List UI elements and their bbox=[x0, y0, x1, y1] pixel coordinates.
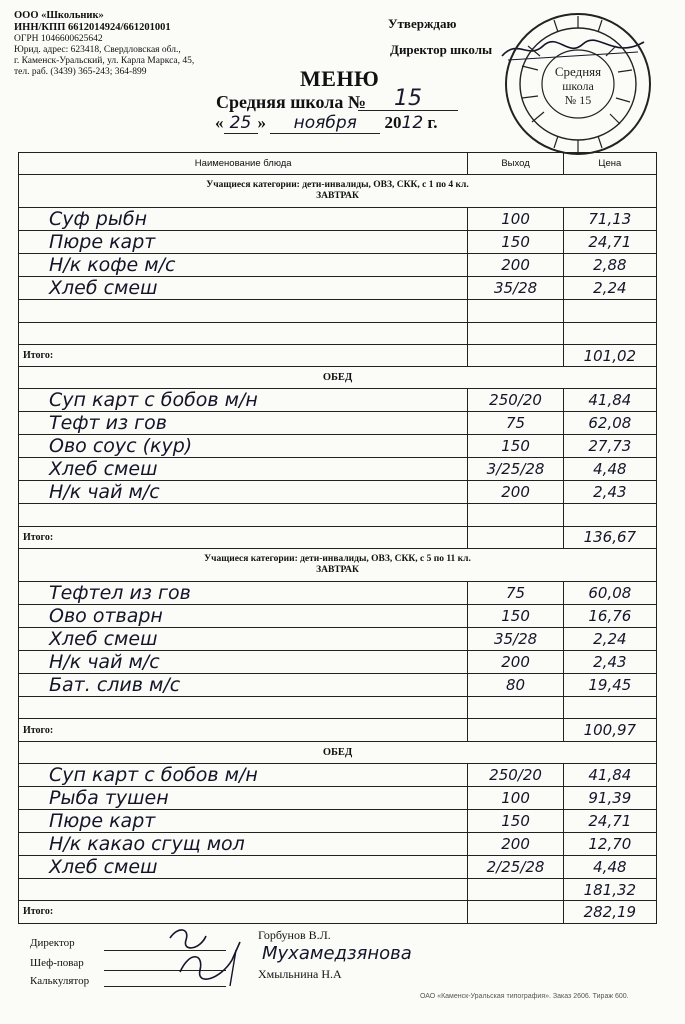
dish-name: Пюре карт bbox=[19, 809, 468, 832]
dish-price: 2,88 bbox=[563, 254, 656, 277]
total-label: Итого: bbox=[19, 344, 468, 366]
dish-yield: 200 bbox=[468, 832, 563, 855]
dish-name: Хлеб смеш bbox=[19, 277, 468, 300]
dish-yield: 100 bbox=[468, 786, 563, 809]
org-address-line-1: Юрид. адрес: 623418, Свердловская обл., bbox=[14, 45, 181, 55]
dish-price: 24,71 bbox=[563, 809, 656, 832]
dish-price: 27,73 bbox=[563, 435, 656, 458]
table-row bbox=[19, 832, 657, 855]
dish-price bbox=[563, 697, 656, 719]
table-row bbox=[19, 458, 657, 481]
dish-yield: 75 bbox=[468, 412, 563, 435]
org-ogrn: ОГРН 1046600625642 bbox=[14, 34, 103, 44]
date-year-prefix: 20 bbox=[384, 113, 402, 132]
category-row bbox=[19, 549, 657, 582]
table-row bbox=[19, 481, 657, 504]
table-row bbox=[19, 277, 657, 300]
dish-name: Суф рыбн bbox=[19, 208, 468, 231]
dish-yield: 100 bbox=[468, 208, 563, 231]
dish-name: Пюре карт bbox=[19, 231, 468, 254]
approve-position: Директор школы bbox=[390, 42, 493, 57]
chef-name: Мухамедзянова bbox=[262, 943, 412, 964]
org-name: ООО «Школьник» bbox=[14, 10, 104, 21]
table-row bbox=[19, 809, 657, 832]
dish-name: Н/к чай м/с bbox=[19, 651, 468, 674]
org-address-line-2: г. Каменск-Уральский, ул. Карла Маркса, 45, bbox=[14, 56, 195, 66]
total-price: 136,67 bbox=[563, 526, 656, 548]
dish-name: Суп карт с бобов м/н bbox=[19, 389, 468, 412]
meal-heading-row bbox=[19, 367, 657, 389]
dish-price: 71,13 bbox=[563, 208, 656, 231]
table-row bbox=[19, 763, 657, 786]
table-row bbox=[19, 300, 657, 322]
total-price: 100,97 bbox=[563, 719, 656, 741]
dish-name bbox=[19, 697, 468, 719]
dish-yield bbox=[468, 322, 563, 344]
dish-price: 2,24 bbox=[563, 628, 656, 651]
total-row bbox=[19, 719, 657, 741]
category-label bbox=[19, 175, 657, 208]
director-signature-row bbox=[30, 937, 75, 949]
dish-price: 2,43 bbox=[563, 651, 656, 674]
meal-heading: ОБЕД bbox=[19, 367, 657, 389]
chef-signature-row bbox=[30, 957, 84, 969]
dish-price: 16,76 bbox=[563, 605, 656, 628]
total-yield-empty bbox=[468, 526, 563, 548]
dish-yield: 250/20 bbox=[468, 389, 563, 412]
table-row bbox=[19, 878, 657, 900]
table-row bbox=[19, 697, 657, 719]
dish-yield: 35/28 bbox=[468, 277, 563, 300]
dish-yield: 150 bbox=[468, 231, 563, 254]
table-row bbox=[19, 254, 657, 277]
category-text: Учащиеся категории: дети-инвалиды, ОВЗ, СКК, с 1 по 4 кл. bbox=[206, 180, 469, 191]
dish-yield bbox=[468, 878, 563, 900]
dish-name: Тефтел из гов bbox=[19, 582, 468, 605]
table-row bbox=[19, 651, 657, 674]
dish-yield: 200 bbox=[468, 254, 563, 277]
org-inn: ИНН/КПП 6612014924/661201001 bbox=[14, 22, 171, 33]
dish-yield: 35/28 bbox=[468, 628, 563, 651]
org-phone: тел. раб. (3439) 365-243; 364-899 bbox=[14, 67, 147, 77]
total-yield-empty bbox=[468, 344, 563, 366]
table-row bbox=[19, 412, 657, 435]
meal-heading: ЗАВТРАК bbox=[316, 565, 359, 576]
seal-text-line-3: № 15 bbox=[564, 93, 592, 107]
dish-price: 4,48 bbox=[563, 855, 656, 878]
total-yield-empty bbox=[468, 719, 563, 741]
dish-price bbox=[563, 504, 656, 526]
total-price: 282,19 bbox=[563, 901, 656, 923]
printer-footer: ОАО «Каменск-Уральская типография». Заказ 2606. Тираж 600. bbox=[420, 993, 629, 1000]
menu-table bbox=[18, 152, 657, 924]
dish-price: 24,71 bbox=[563, 231, 656, 254]
date-month: ноября bbox=[270, 113, 380, 134]
dish-price: 60,08 bbox=[563, 582, 656, 605]
dish-name: Ово соус (кур) bbox=[19, 435, 468, 458]
seal-text-line-1: Средняя bbox=[554, 64, 602, 79]
dish-yield: 250/20 bbox=[468, 763, 563, 786]
total-yield-empty bbox=[468, 901, 563, 923]
table-row bbox=[19, 435, 657, 458]
dish-yield: 200 bbox=[468, 651, 563, 674]
date-quote-close: » bbox=[257, 113, 266, 132]
dish-price: 41,84 bbox=[563, 763, 656, 786]
menu-date bbox=[215, 113, 437, 134]
dish-name: Н/к чай м/с bbox=[19, 481, 468, 504]
dish-price: 41,84 bbox=[563, 389, 656, 412]
calculator-name: Хмыльнина Н.А bbox=[258, 967, 342, 981]
table-row bbox=[19, 208, 657, 231]
table-row bbox=[19, 322, 657, 344]
dish-name: Тефт из гов bbox=[19, 412, 468, 435]
dish-price: 4,48 bbox=[563, 458, 656, 481]
table-row bbox=[19, 786, 657, 809]
meal-heading: ОБЕД bbox=[19, 741, 657, 763]
dish-price: 12,70 bbox=[563, 832, 656, 855]
dish-name: Бат. слив м/с bbox=[19, 674, 468, 697]
dish-price bbox=[563, 322, 656, 344]
category-label bbox=[19, 549, 657, 582]
total-label: Итого: bbox=[19, 526, 468, 548]
column-header-price: Цена bbox=[563, 153, 656, 175]
dish-name bbox=[19, 878, 468, 900]
dish-name: Хлеб смеш bbox=[19, 855, 468, 878]
date-quote-open: « bbox=[215, 113, 224, 132]
total-label: Итого: bbox=[19, 719, 468, 741]
meal-heading: ЗАВТРАК bbox=[316, 191, 359, 202]
category-row bbox=[19, 175, 657, 208]
dish-price: 19,45 bbox=[563, 674, 656, 697]
dish-name: Суп карт с бобов м/н bbox=[19, 763, 468, 786]
dish-yield: 75 bbox=[468, 582, 563, 605]
dish-name: Н/к какао сгущ мол bbox=[19, 832, 468, 855]
dish-price: 2,24 bbox=[563, 277, 656, 300]
date-day: 25 bbox=[224, 113, 258, 134]
calculator-label: Калькулятор bbox=[30, 975, 90, 987]
table-header-row bbox=[19, 153, 657, 175]
dish-yield bbox=[468, 300, 563, 322]
page-title: МЕНЮ bbox=[300, 66, 380, 91]
dish-price: 181,32 bbox=[563, 878, 656, 900]
dish-name: Ово отварн bbox=[19, 605, 468, 628]
dish-name: Н/к кофе м/с bbox=[19, 254, 468, 277]
total-row bbox=[19, 344, 657, 366]
table-row bbox=[19, 389, 657, 412]
meal-heading-row bbox=[19, 741, 657, 763]
table-row bbox=[19, 855, 657, 878]
director-label: Директор bbox=[30, 937, 75, 949]
organization-block bbox=[14, 10, 194, 78]
table-row bbox=[19, 231, 657, 254]
approve-label: Утверждаю bbox=[388, 16, 457, 31]
dish-yield bbox=[468, 697, 563, 719]
column-header-yield: Выход bbox=[468, 153, 563, 175]
dish-price bbox=[563, 300, 656, 322]
dish-yield: 150 bbox=[468, 605, 563, 628]
dish-yield: 150 bbox=[468, 809, 563, 832]
director-name: Горбунов В.Л. bbox=[258, 928, 331, 942]
dish-price: 2,43 bbox=[563, 481, 656, 504]
total-label: Итого: bbox=[19, 901, 468, 923]
total-row bbox=[19, 901, 657, 923]
dish-yield: 200 bbox=[468, 481, 563, 504]
dish-name: Хлеб смеш bbox=[19, 458, 468, 481]
dish-yield: 80 bbox=[468, 674, 563, 697]
table-row bbox=[19, 628, 657, 651]
handwritten-signatures bbox=[160, 920, 260, 990]
table-row bbox=[19, 605, 657, 628]
total-row bbox=[19, 526, 657, 548]
date-year-end: г. bbox=[427, 113, 438, 132]
dish-price: 62,08 bbox=[563, 412, 656, 435]
dish-price: 91,39 bbox=[563, 786, 656, 809]
total-price: 101,02 bbox=[563, 344, 656, 366]
dish-yield: 3/25/28 bbox=[468, 458, 563, 481]
dish-name bbox=[19, 300, 468, 322]
table-row bbox=[19, 674, 657, 697]
school-number: 15 bbox=[358, 86, 458, 111]
table-row bbox=[19, 582, 657, 605]
dish-name: Рыба тушен bbox=[19, 786, 468, 809]
school-label: Средняя школа № bbox=[216, 92, 366, 112]
dish-name bbox=[19, 504, 468, 526]
table-row bbox=[19, 504, 657, 526]
category-text: Учащиеся категории: дети-инвалиды, ОВЗ, СКК, с 5 по 11 кл. bbox=[204, 554, 471, 565]
calculator-signature-row bbox=[30, 975, 89, 987]
dish-name bbox=[19, 322, 468, 344]
dish-yield: 150 bbox=[468, 435, 563, 458]
seal-text-line-2: школа bbox=[562, 79, 594, 93]
school-seal bbox=[488, 6, 658, 156]
dish-yield bbox=[468, 504, 563, 526]
date-year-suffix: 12 bbox=[401, 113, 424, 133]
dish-name: Хлеб смеш bbox=[19, 628, 468, 651]
column-header-dish: Наименование блюда bbox=[19, 153, 468, 175]
dish-yield: 2/25/28 bbox=[468, 855, 563, 878]
chef-label: Шеф-повар bbox=[30, 957, 84, 969]
